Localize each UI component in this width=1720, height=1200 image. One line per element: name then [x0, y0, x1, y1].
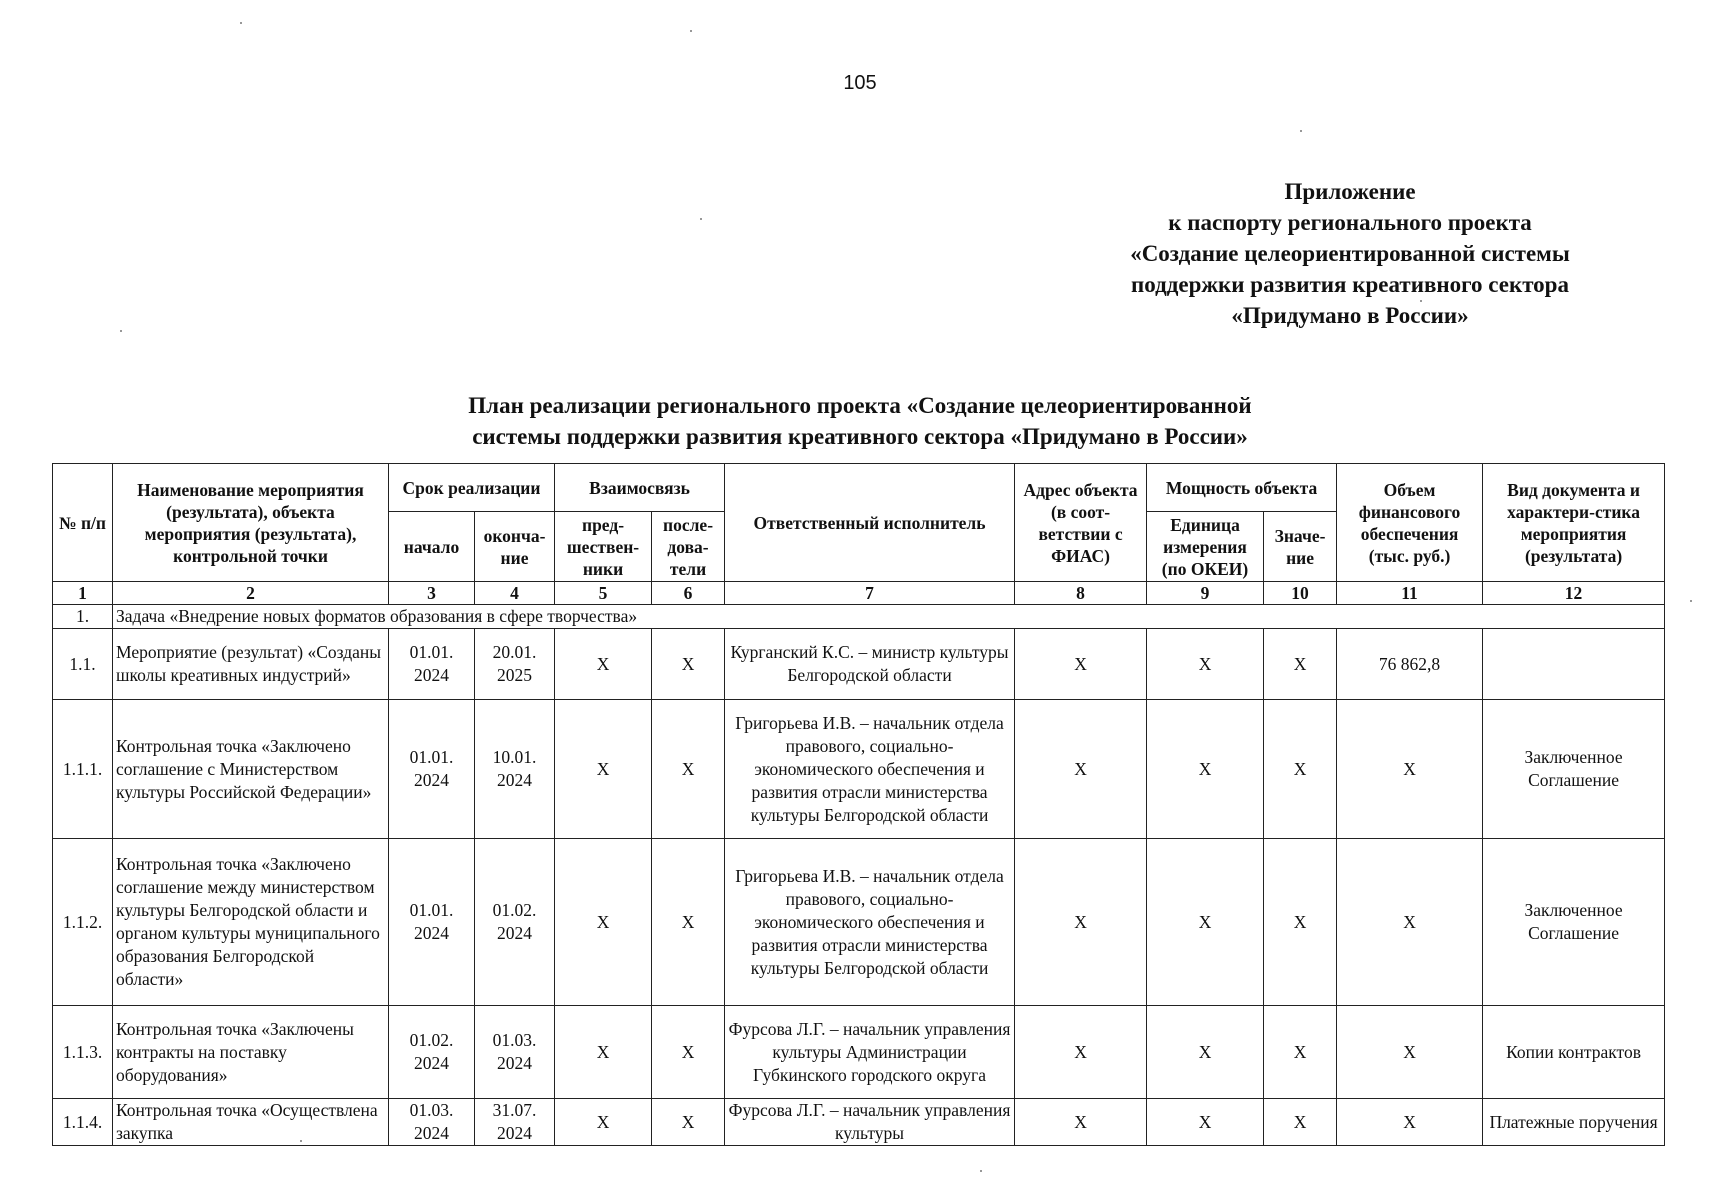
header-capacity: Мощность объекта [1147, 464, 1337, 512]
row-responsible: Григорьева И.В. – начальник отдела правового, социально-экономического обеспечения и развития отрасли министерства культуры Белгородской области [725, 700, 1015, 839]
task-text: Задача «Внедрение новых форматов образования в сфере творчества» [113, 605, 1665, 629]
row-name: Контрольная точка «Заключено соглашение между министерством культуры Белгородской области и органом культуры муниципального образования Белгородской области» [113, 839, 389, 1006]
row-doc [1483, 629, 1665, 700]
header-end: оконча-ние [475, 512, 555, 582]
col-number: 5 [555, 582, 652, 605]
row-responsible: Григорьева И.В. – начальник отдела правового, социально-экономического обеспечения и развития отрасли министерства культуры Белгородской области [725, 839, 1015, 1006]
header-name: Наименование мероприятия (результата), объекта мероприятия (результата), контрольной точки [113, 464, 389, 582]
scan-speck [300, 1140, 302, 1142]
header-address: Адрес объекта (в соот-ветствии с ФИАС) [1015, 464, 1147, 582]
row-value: X [1264, 1006, 1337, 1099]
row-num: 1.1.4. [53, 1099, 113, 1146]
table-row [53, 1099, 1665, 1146]
row-unit: X [1147, 1006, 1264, 1099]
row-start: 01.01. 2024 [389, 700, 475, 839]
table-row [53, 629, 1665, 700]
row-value: X [1264, 629, 1337, 700]
col-number: 8 [1015, 582, 1147, 605]
row-pred: X [555, 1099, 652, 1146]
row-num: 1.1.3. [53, 1006, 113, 1099]
row-address: X [1015, 1006, 1147, 1099]
appendix-line: Приложение [1284, 179, 1416, 204]
row-unit: X [1147, 629, 1264, 700]
row-pred: X [555, 629, 652, 700]
scan-speck [700, 218, 702, 220]
row-funding: X [1337, 839, 1483, 1006]
col-number: 12 [1483, 582, 1665, 605]
scan-speck [1690, 600, 1692, 602]
row-end: 20.01. 2025 [475, 629, 555, 700]
scan-speck [120, 330, 122, 332]
row-post: X [652, 700, 725, 839]
col-number: 2 [113, 582, 389, 605]
header-unit: Единица измерения (по ОКЕИ) [1147, 512, 1264, 582]
row-unit: X [1147, 839, 1264, 1006]
col-number: 11 [1337, 582, 1483, 605]
row-end: 10.01. 2024 [475, 700, 555, 839]
row-funding: X [1337, 700, 1483, 839]
header-funding: Объем финансового обеспечения (тыс. руб.) [1337, 464, 1483, 582]
appendix-line: к паспорту регионального проекта [1168, 210, 1532, 235]
row-name: Контрольная точка «Заключены контракты на поставку оборудования» [113, 1006, 389, 1099]
appendix-line: поддержки развития креативного сектора [1131, 272, 1569, 297]
header-value: Значе-ние [1264, 512, 1337, 582]
header-post: после-дова-тели [652, 512, 725, 582]
row-address: X [1015, 1099, 1147, 1146]
col-number: 4 [475, 582, 555, 605]
row-name: Контрольная точка «Осуществлена закупка [113, 1099, 389, 1146]
row-responsible: Фурсова Л.Г. – начальник управления культуры Администрации Губкинского городского округа [725, 1006, 1015, 1099]
row-address: X [1015, 700, 1147, 839]
row-num: 1.1. [53, 629, 113, 700]
header-num: № п/п [53, 464, 113, 582]
header-term: Срок реализации [389, 464, 555, 512]
row-value: X [1264, 839, 1337, 1006]
plan-title-line: системы поддержки развития креативного сектора «Придумано в России» [472, 424, 1248, 449]
row-num: 1.1.2. [53, 839, 113, 1006]
row-value: X [1264, 1099, 1337, 1146]
row-address: X [1015, 629, 1147, 700]
row-start: 01.02. 2024 [389, 1006, 475, 1099]
plan-table [52, 463, 1665, 1146]
row-funding: X [1337, 1099, 1483, 1146]
row-start: 01.03. 2024 [389, 1099, 475, 1146]
scan-speck [980, 1170, 982, 1172]
row-responsible: Фурсова Л.Г. – начальник управления культуры [725, 1099, 1015, 1146]
task-num: 1. [53, 605, 113, 629]
scan-speck [240, 22, 242, 24]
scan-speck [690, 30, 692, 32]
row-end: 01.02. 2024 [475, 839, 555, 1006]
row-post: X [652, 1006, 725, 1099]
header-link: Взаимосвязь [555, 464, 725, 512]
col-number: 10 [1264, 582, 1337, 605]
row-post: X [652, 839, 725, 1006]
row-start: 01.01. 2024 [389, 629, 475, 700]
header-pred: пред-шествен-ники [555, 512, 652, 582]
row-funding: X [1337, 1006, 1483, 1099]
row-responsible: Курганский К.С. – министр культуры Белгородской области [725, 629, 1015, 700]
row-pred: X [555, 839, 652, 1006]
row-doc: Платежные поручения [1483, 1099, 1665, 1146]
col-number: 3 [389, 582, 475, 605]
row-address: X [1015, 839, 1147, 1006]
row-pred: X [555, 700, 652, 839]
row-doc: Заключенное Соглашение [1483, 839, 1665, 1006]
table-row [53, 1006, 1665, 1099]
appendix-line: «Придумано в России» [1231, 303, 1469, 328]
row-end: 01.03. 2024 [475, 1006, 555, 1099]
appendix-line: «Создание целеориентированной системы [1130, 241, 1570, 266]
row-unit: X [1147, 1099, 1264, 1146]
row-unit: X [1147, 700, 1264, 839]
page-number: 105 [843, 72, 877, 94]
table-row [53, 839, 1665, 1006]
row-doc: Копии контрактов [1483, 1006, 1665, 1099]
row-pred: X [555, 1006, 652, 1099]
row-doc: Заключенное Соглашение [1483, 700, 1665, 839]
scan-speck [1420, 300, 1422, 302]
header-start: начало [389, 512, 475, 582]
scan-speck [1300, 130, 1302, 132]
row-value: X [1264, 700, 1337, 839]
task-row [53, 605, 1665, 629]
plan-title [300, 390, 1420, 452]
row-funding: 76 862,8 [1337, 629, 1483, 700]
table-row [53, 700, 1665, 839]
row-name: Мероприятие (результат) «Созданы школы креативных индустрий» [113, 629, 389, 700]
col-number: 9 [1147, 582, 1264, 605]
header-responsible: Ответственный исполнитель [725, 464, 1015, 582]
row-post: X [652, 1099, 725, 1146]
row-name: Контрольная точка «Заключено соглашение с Министерством культуры Российской Федерации» [113, 700, 389, 839]
column-number-row [53, 582, 1665, 605]
header-doc: Вид документа и характери-стика мероприятия (результата) [1483, 464, 1665, 582]
col-number: 7 [725, 582, 1015, 605]
col-number: 1 [53, 582, 113, 605]
appendix-heading [1060, 176, 1640, 331]
row-end: 31.07. 2024 [475, 1099, 555, 1146]
row-post: X [652, 629, 725, 700]
col-number: 6 [652, 582, 725, 605]
row-start: 01.01. 2024 [389, 839, 475, 1006]
row-num: 1.1.1. [53, 700, 113, 839]
plan-title-line: План реализации регионального проекта «Создание целеориентированной [468, 393, 1252, 418]
